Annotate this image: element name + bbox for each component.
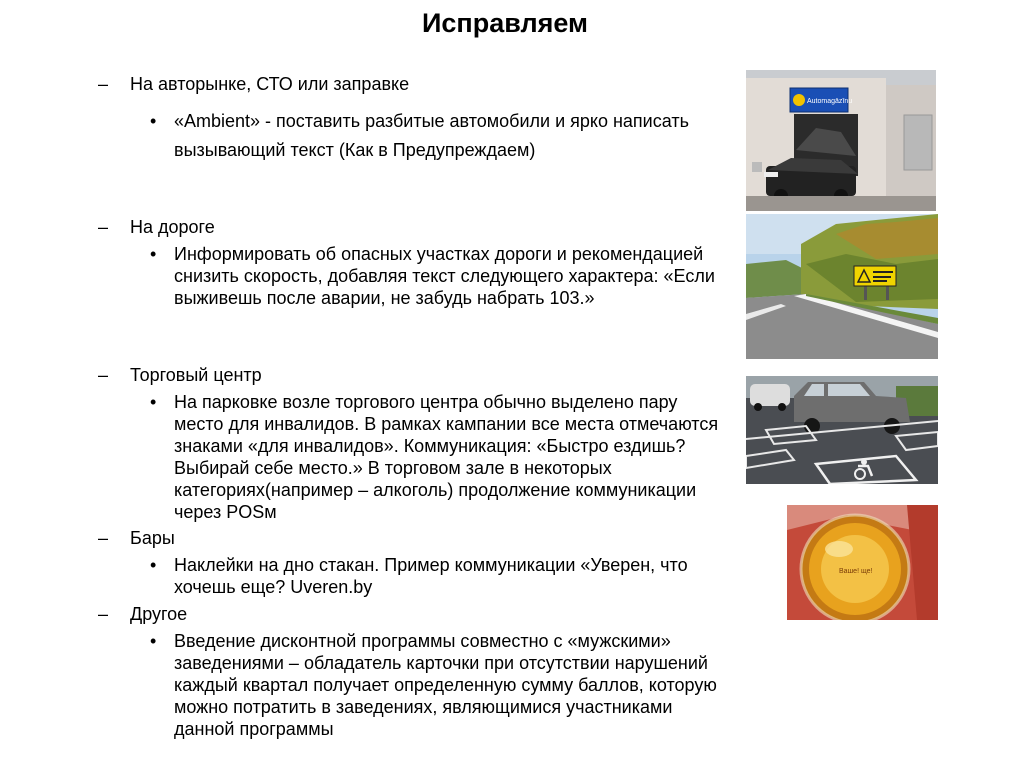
bullet-text: На парковке возле торгового центра обычно выделено пару место для инвалидов. В рамках кампании все места отмечаются знаками «для инвалидов». Коммуникация: «Быстро ездишь? Выбирай себе место.» В торговом зале в некоторых категориях(например – алкоголь) продолжение коммуникации через POSм [174, 392, 719, 522]
section-heading-label: Другое [130, 604, 188, 624]
bullet-text: Введение дисконтной программы совместно с «мужскими» заведениями – обладатель карточки при отсутствии нарушений каждый квартал получает определенную сумму баллов, которую можно потратить в заведениях, являющимися участниками данной программы [174, 631, 717, 739]
bullet-parking [150, 391, 720, 523]
bullet-marker: • [150, 631, 157, 651]
dash-marker: – [98, 217, 109, 237]
bullet-marker: • [150, 392, 157, 412]
section-heading-road [98, 216, 215, 238]
section-heading-label: На дороге [130, 217, 215, 237]
section-heading-mall [98, 364, 262, 386]
dash-marker: – [98, 604, 109, 624]
section-heading-other [98, 603, 187, 625]
bullet-ambient [150, 107, 720, 165]
bullet-discount [150, 630, 720, 740]
dash-marker: – [98, 365, 109, 385]
photo-road-warning-sign [746, 214, 938, 359]
photo-crashed-car-garage [746, 70, 936, 211]
bullet-text: Наклейки на дно стакан. Пример коммуникации «Уверен, что хочешь еще? Uveren.by [174, 555, 688, 597]
bullet-text: Информировать об опасных участках дороги и рекомендацией снизить скорость, добавляя текст следующего характера: «Если выживешь после аварии, не забудь набрать 103.» [174, 244, 715, 308]
bullet-road-info [150, 243, 720, 309]
bullet-stickers [150, 554, 720, 598]
section-heading-label: На авторынке, СТО или заправке [130, 74, 410, 94]
section-heading-bars [98, 527, 175, 549]
bullet-marker: • [150, 111, 157, 131]
glass-sticker-text: Ваше! ще! [839, 568, 873, 575]
slide-title: Исправляем [421, 8, 589, 38]
dash-marker: – [98, 528, 109, 548]
bullet-text: «Ambient» - поставить разбитые автомобили и ярко написать вызывающий текст (Как в Предупреждаем) [174, 111, 689, 160]
bullet-marker: • [150, 555, 157, 575]
garage-sign-text: Automagāzīnu [807, 98, 853, 105]
section-heading-service-station [98, 73, 409, 95]
photo-disabled-parking [746, 376, 938, 484]
section-heading-label: Бары [130, 528, 175, 548]
bullet-marker: • [150, 244, 157, 264]
dash-marker: – [98, 74, 109, 94]
section-heading-label: Торговый центр [130, 365, 262, 385]
photo-glass-sticker [787, 505, 938, 620]
